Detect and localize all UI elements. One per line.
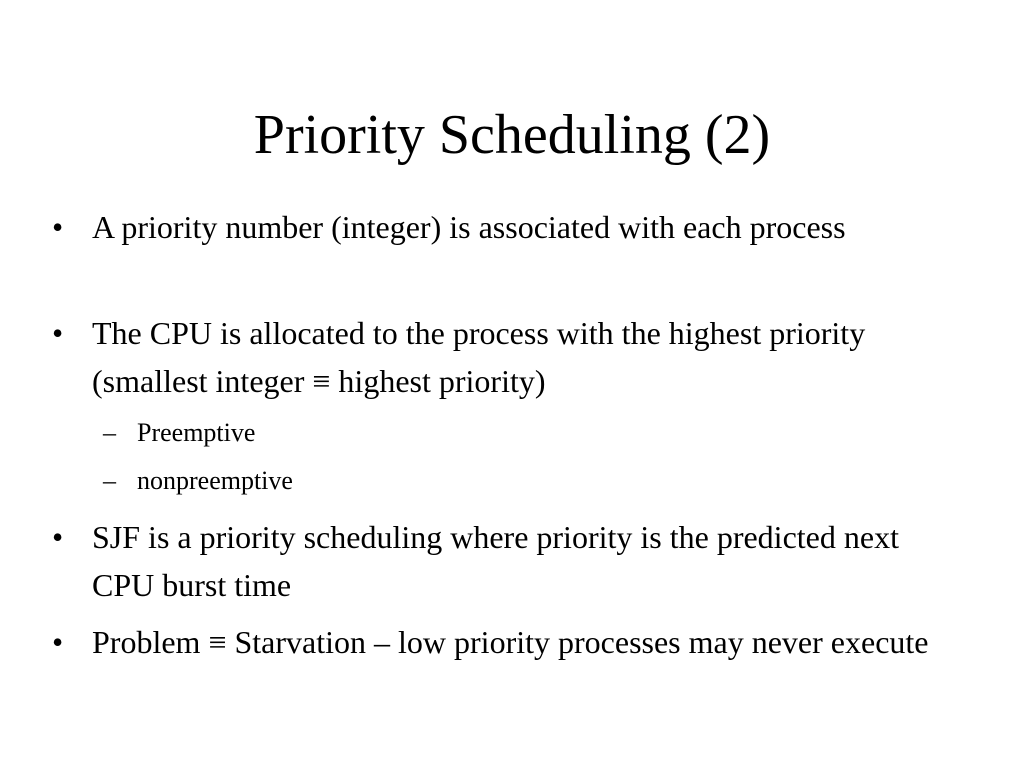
- bullet-marker: •: [52, 209, 64, 245]
- sub-bullet-text: nonpreemptive: [137, 466, 293, 495]
- sub-bullet-marker: –: [103, 418, 116, 447]
- sub-bullet-text: Preemptive: [137, 418, 256, 447]
- bullet-marker: •: [52, 315, 64, 351]
- sub-bullet-marker: –: [103, 466, 116, 495]
- bullet-text: Problem ≡ Starvation – low priority processes may never execute: [92, 624, 929, 660]
- bullet-text: The CPU is allocated to the process with the highest priority (smallest integer ≡ highest priority): [92, 315, 866, 399]
- bullet-text: SJF is a priority scheduling where priority is the predicted next CPU burst time: [92, 519, 899, 603]
- bullet-text: A priority number (integer) is associated with each process: [92, 209, 846, 245]
- bullet-marker: •: [52, 624, 64, 660]
- bullet-marker: •: [52, 519, 64, 555]
- slide-title: Priority Scheduling (2): [253, 104, 771, 166]
